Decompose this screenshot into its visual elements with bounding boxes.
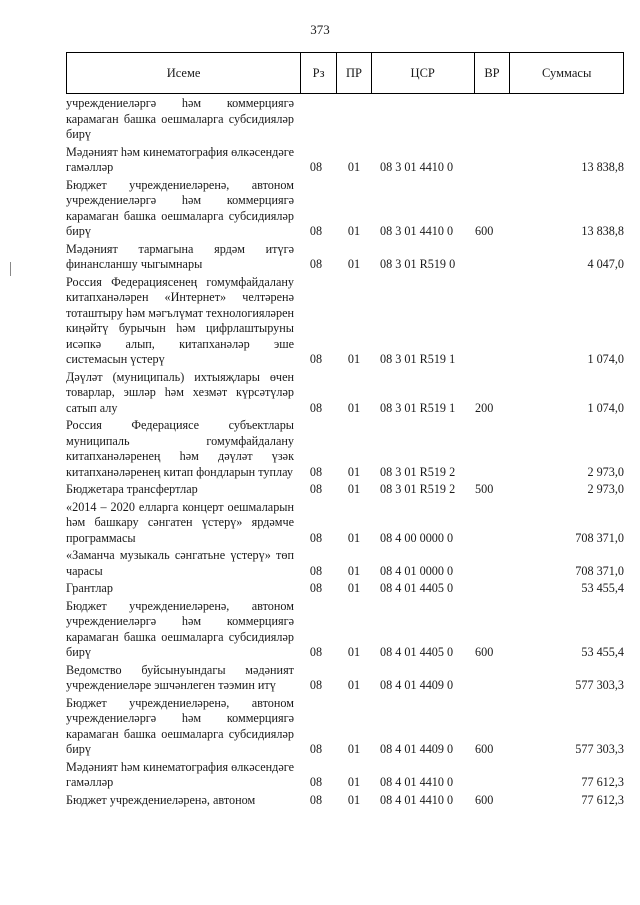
cell-sum: 577 303,3 [575,742,624,756]
cell-pr: 01 [347,645,361,659]
cell-name: Мәдәният һәм кинематография өлкәсендәге гамәлләр [66,759,294,789]
cell-pr: 01 [347,678,361,692]
table-body [66,96,624,810]
table-row [66,696,624,758]
cell-pr: 01 [347,464,361,479]
cell-rz: 08 [309,224,323,238]
cell-pr: 01 [347,352,361,366]
cell-rz: 08 [309,581,323,595]
cell-rz: 08 [309,352,323,366]
cell-pr: 01 [347,224,361,238]
cell-csr: 08 4 01 4410 0 [380,792,454,807]
cell-name: Бюджет учреждениеләренә, автоном учреждениеләргә һәм коммерциягә карамаган башка оешмаларга субсидияләр бирү [66,695,294,756]
cell-sum: 53 455,4 [581,581,624,595]
header-sum: Суммасы [542,65,592,80]
table-row [66,145,624,176]
cell-rz: 08 [309,792,323,807]
cell-name: Бюджет учреждениеләренә, автоном [66,792,256,807]
cell-pr: 01 [347,530,361,545]
cell-csr: 08 4 00 0000 0 [380,530,454,545]
table-header [66,52,624,94]
cell-rz: 08 [309,645,323,659]
table-row [66,793,624,809]
cell-name: Бюджет учреждениеләренә, автоном учреждениеләргә һәм коммерциягә карамаган башка оешмаларга субсидияләр бирү [66,177,294,238]
table-row [66,500,624,547]
cell-vr: 500 [475,482,494,496]
cell-sum: 2 973,0 [587,482,624,496]
table-row [66,242,624,273]
table-row [66,760,624,791]
table-row [66,482,624,498]
table-row [66,418,624,480]
cell-rz: 08 [309,464,323,479]
cell-pr: 01 [347,400,361,415]
cell-sum: 1 074,0 [587,352,624,366]
cell-sum: 708 371,0 [575,530,624,545]
cell-csr: 08 4 01 4405 0 [380,581,454,595]
header-csr: ЦСР [372,53,475,93]
cell-rz: 08 [309,775,323,789]
header-pr: ПР [337,53,372,93]
cell-rz: 08 [309,400,323,415]
cell-rz: 08 [309,742,323,756]
cell-csr: 08 3 01 R519 1 [380,400,456,415]
cell-csr: 08 3 01 4410 0 [380,224,454,238]
cell-name: «Заманча музыкаль сәнгатьне үстерү» төп чарасы [66,548,294,578]
cell-pr: 01 [347,792,361,807]
table-row [66,548,624,579]
margin-mark [10,262,11,276]
cell-csr: 08 3 01 R519 0 [380,257,456,271]
cell-pr: 01 [347,160,361,174]
cell-vr: 600 [475,224,494,238]
cell-name: Мәдәният һәм кинематография өлкәсендәге гамәлләр [66,144,294,174]
cell-pr: 01 [347,563,361,578]
cell-rz: 08 [309,160,323,174]
cell-name: Россия Федерациясе субъектлары муниципаль гомумфайдалану китапханәләренең һәм дәүләт үзәк китапханәләренең китап фондларын туплау [66,418,294,479]
cell-sum: 708 371,0 [575,563,624,578]
cell-vr: 600 [475,645,494,659]
cell-csr: 08 4 01 0000 0 [380,563,454,578]
cell-csr: 08 4 01 4410 0 [380,775,454,789]
cell-name: Россия Федерациясенең гомумфайдалану китапханәләрен «Интернет» челтәренә тоташтыру һәм мәгълүмат технологияләрен киңәйтү бурычын һәм цифрлаштыруны исәпкә алып, китапханәләр эше системасын үстерү [66,274,294,366]
cell-sum: 77 612,3 [581,792,624,807]
cell-rz: 08 [309,482,323,496]
cell-csr: 08 4 01 4409 0 [380,742,454,756]
table-row [66,581,624,597]
cell-vr: 600 [475,742,494,756]
cell-csr: 08 4 01 4409 0 [380,678,454,692]
cell-sum: 1 074,0 [587,400,624,415]
cell-sum: 53 455,4 [581,645,624,659]
cell-pr: 01 [347,775,361,789]
cell-sum: 77 612,3 [581,775,624,789]
cell-sum: 4 047,0 [587,257,624,271]
cell-csr: 08 4 01 4405 0 [380,645,454,659]
cell-csr: 08 3 01 R519 2 [380,482,456,496]
cell-sum: 13 838,8 [581,160,624,174]
cell-rz: 08 [309,257,323,271]
cell-csr: 08 3 01 R519 2 [380,464,456,479]
cell-pr: 01 [347,257,361,271]
table-row [66,663,624,694]
cell-pr: 01 [347,482,361,496]
table-row [66,370,624,417]
cell-csr: 08 3 01 R519 1 [380,352,456,366]
page-number: 373 [310,22,330,37]
cell-name: Ведомство буйсынуындагы мәдәният учреждениеләре эшчәнлеген тәэмин итү [66,662,294,692]
cell-rz: 08 [309,563,323,578]
table-row [66,178,624,240]
cell-name: Бюджет учреждениеләренә, автоном учреждениеләргә һәм коммерциягә карамаган башка оешмаларга субсидияләр бирү [66,598,294,659]
cell-pr: 01 [347,742,361,756]
cell-vr: 200 [475,400,494,415]
cell-name: Мәдәният тармагына ярдәм итүгә финансланшу чыгымнары [66,241,294,271]
cell-csr: 08 3 01 4410 0 [380,160,454,174]
cell-name: «2014 – 2020 елларга концерт оешмаларын һәм башкару сәнгатен үстерү» ярдәмче программасы [66,499,294,545]
table-row [66,96,624,143]
cell-name: Грантлар [66,581,113,595]
header-rz: Рз [301,53,337,93]
cell-rz: 08 [309,530,323,545]
table-row [66,599,624,661]
cell-rz: 08 [309,678,323,692]
cell-sum: 577 303,3 [575,678,624,692]
cell-name: Дәүләт (муниципаль) ихтыяҗлары өчен товарлар, эшләр һәм хезмәт күрсәтүләр сатып алу [66,369,294,415]
cell-sum: 13 838,8 [581,224,624,238]
cell-sum: 2 973,0 [587,464,624,479]
cell-pr: 01 [347,581,361,595]
header-vr: ВР [475,53,511,93]
cell-vr: 600 [475,792,494,807]
table-row [66,275,624,368]
header-name: Исеме [67,53,301,93]
cell-name: учреждениеләргә һәм коммерциягә карамаган башка оешмаларга субсидияләр бирү [66,96,294,141]
cell-name: Бюджетара трансфертлар [66,482,198,496]
